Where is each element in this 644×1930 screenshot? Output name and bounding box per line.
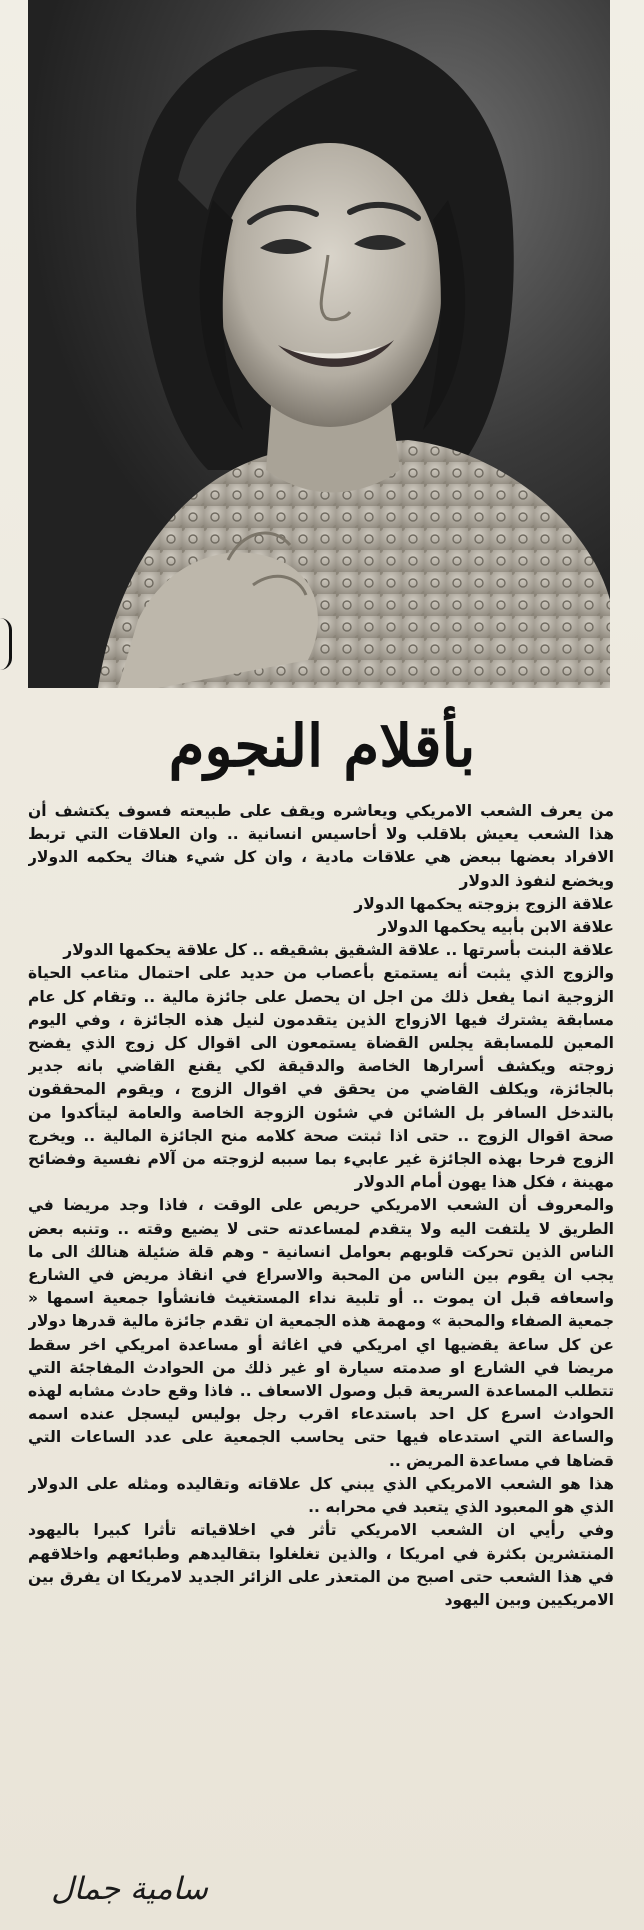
paragraph: علاقة الزوج بزوجته يحكمها الدولار [354, 894, 614, 913]
author-signature: سامية جمال [51, 1871, 208, 1907]
paragraph: علاقة الابن بأبيه يحكمها الدولار [378, 918, 614, 937]
portrait-image [28, 0, 610, 688]
paragraph: هذا هو الشعب الامريكي الذي يبني كل علاقاته وتقاليده ومثله على الدولار الذي هو المعبود الذي يتعبد في محرابه .. [28, 1474, 614, 1517]
paragraph: والمعروف أن الشعب الامريكي حريص على الوقت ، فاذا وجد مريضا في الطريق لا يلتفت اليه ولا يتقدم لمساعدته حتى لا يضيع وقته .. وتنبه بعض الناس الذين تحركت قلوبهم بعوامل انسانية - وهم قلة ضئيلة هنالك الى ما يجب ان يقوم بين الناس من المحبة والاسراع في انقاذ مريض في الشارع واسعافه قبل ان يموت .. أو تلبية نداء المستغيث فانشأوا جمعية اسمها « جمعية الصفاء والمحبة » ومهمة هذه الجمعية ان تقدم جائزة مالية قدرها دولار عن كل ساعة يقضيها اي امريكي في اغاثة أو مساعدة امريكي اخر سقط مريضا في الشارع او صدمته سيارة او غير ذلك من الحوادث المفاجئة التي تتطلب المساعدة السريعة قبل وصول الاسعاف .. فاذا وقع حادث مشابه لهذه الحوادث اسرع كل احد باستدعاء اقرب رجل بوليس ليسجل عنده اسمه والساعة التي استدعاه فيها حتى يحاسب الجمعية على عدد الساعات التي قضاها في مساعدة المريض .. [28, 1196, 614, 1470]
article-body [28, 800, 614, 1860]
paragraph: وفي رأيي ان الشعب الامريكي تأثر في اخلاقياته تأثرا كبيرا باليهود المنتشرين بكثرة في امريكا ، والذين تغلغلوا بتقاليدهم وطبائعهم واخلاقهم في هذا الشعب حتى اصبح من المتعذر على الزائر الجديد لامريكا ان يفرق بين الامريكيين وبين اليهود [28, 1521, 614, 1609]
article-title: بأقلام النجوم [168, 712, 476, 780]
portrait-photo [28, 0, 610, 688]
page-edge-mark [0, 618, 12, 670]
paragraph: والزوج الذي يثبت أنه يستمتع بأعصاب من حديد على احتمال متاعب الحياة الزوجية انما يفعل ذلك من اجل ان يحصل على جائزة مالية .. وتقام كل عام مسابقة يشترك فيها الازواج الذين يتقدمون لنيل هذه الجائزة ، وفي اليوم المعين للمسابقة يجلس القضاة يستمعون الى اقوال كل زوج الذي يفضح زوجته ويكشف أسرارها الخاصة والدقيقة لكي يقنع القاضي بانه جدير بالجائزة، ويكلف القاضي من يحقق في اقوال الزوج ، ويقوم المحققون بالتدخل السافر بل الشائن في شئون الزوجة الخاصة والعامة ليتأكدوا من صحة اقوال الزوج .. حتى اذا ثبتت صحة كلامه منح الجائزة المالية .. ويخرج الزوج فرحا بهذه الجائزة غير عابيء بما سببه لزوجته من آلام نفسية وفضائح مهينة ، فكل هذا يهون أمام الدولار [28, 964, 614, 1192]
paragraph: علاقة البنت بأسرتها .. علاقة الشقيق بشقيقه .. كل علاقة يحكمها الدولار [63, 941, 614, 960]
paragraph: من يعرف الشعب الامريكي ويعاشره ويقف على طبيعته فسوف يكتشف أن هذا الشعب يعيش بلاقلب ولا أحاسيس انسانية .. وان العلاقات التي تربط الافراد بعضها ببعض هي علاقات مادية ، وان كل شيء هناك يحكمه الدولار ويخضع لنفوذ الدولار [28, 802, 614, 890]
